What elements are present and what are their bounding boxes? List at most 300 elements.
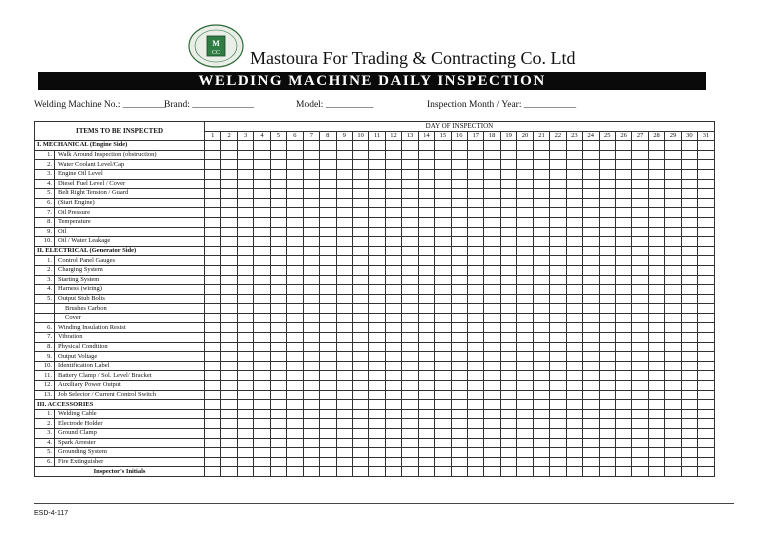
day-check-cell[interactable] xyxy=(615,150,631,160)
day-check-cell[interactable] xyxy=(615,429,631,439)
day-check-cell[interactable] xyxy=(369,237,385,247)
day-check-cell[interactable] xyxy=(599,381,615,391)
day-check-cell[interactable] xyxy=(550,265,566,275)
day-check-cell[interactable] xyxy=(369,246,385,256)
day-check-cell[interactable] xyxy=(418,237,434,247)
day-check-cell[interactable] xyxy=(320,390,336,400)
day-check-cell[interactable] xyxy=(221,429,237,439)
day-check-cell[interactable] xyxy=(550,189,566,199)
day-check-cell[interactable] xyxy=(287,323,303,333)
day-check-cell[interactable] xyxy=(468,333,484,343)
day-check-cell[interactable] xyxy=(517,227,533,237)
day-check-cell[interactable] xyxy=(550,323,566,333)
day-check-cell[interactable] xyxy=(681,342,697,352)
day-check-cell[interactable] xyxy=(615,361,631,371)
day-check-cell[interactable] xyxy=(205,179,221,189)
day-check-cell[interactable] xyxy=(352,217,368,227)
day-check-cell[interactable] xyxy=(303,141,319,151)
day-check-cell[interactable] xyxy=(352,313,368,323)
day-check-cell[interactable] xyxy=(303,150,319,160)
day-check-cell[interactable] xyxy=(500,419,516,429)
day-check-cell[interactable] xyxy=(303,371,319,381)
day-check-cell[interactable] xyxy=(320,198,336,208)
day-check-cell[interactable] xyxy=(418,333,434,343)
model-field[interactable]: Model: __________ xyxy=(296,100,374,110)
day-check-cell[interactable] xyxy=(615,342,631,352)
day-check-cell[interactable] xyxy=(303,246,319,256)
day-check-cell[interactable] xyxy=(303,179,319,189)
day-check-cell[interactable] xyxy=(648,285,664,295)
day-check-cell[interactable] xyxy=(648,237,664,247)
day-check-cell[interactable] xyxy=(369,381,385,391)
day-check-cell[interactable] xyxy=(500,141,516,151)
day-check-cell[interactable] xyxy=(320,400,336,410)
day-check-cell[interactable] xyxy=(418,150,434,160)
day-check-cell[interactable] xyxy=(468,217,484,227)
day-check-cell[interactable] xyxy=(632,313,648,323)
day-check-cell[interactable] xyxy=(221,438,237,448)
day-check-cell[interactable] xyxy=(418,217,434,227)
day-check-cell[interactable] xyxy=(566,237,582,247)
day-check-cell[interactable] xyxy=(632,323,648,333)
day-check-cell[interactable] xyxy=(550,390,566,400)
day-check-cell[interactable] xyxy=(665,256,681,266)
day-check-cell[interactable] xyxy=(615,409,631,419)
day-check-cell[interactable] xyxy=(237,333,253,343)
day-check-cell[interactable] xyxy=(665,342,681,352)
day-check-cell[interactable] xyxy=(698,313,715,323)
day-check-cell[interactable] xyxy=(665,467,681,477)
day-check-cell[interactable] xyxy=(615,275,631,285)
day-check-cell[interactable] xyxy=(320,342,336,352)
day-check-cell[interactable] xyxy=(418,400,434,410)
day-check-cell[interactable] xyxy=(599,409,615,419)
day-check-cell[interactable] xyxy=(435,304,451,314)
day-check-cell[interactable] xyxy=(468,352,484,362)
day-check-cell[interactable] xyxy=(303,361,319,371)
day-check-cell[interactable] xyxy=(681,409,697,419)
day-check-cell[interactable] xyxy=(402,141,418,151)
day-check-cell[interactable] xyxy=(402,390,418,400)
day-check-cell[interactable] xyxy=(287,448,303,458)
day-check-cell[interactable] xyxy=(484,189,500,199)
day-check-cell[interactable] xyxy=(550,208,566,218)
day-check-cell[interactable] xyxy=(517,467,533,477)
day-check-cell[interactable] xyxy=(484,467,500,477)
day-check-cell[interactable] xyxy=(221,448,237,458)
day-check-cell[interactable] xyxy=(303,198,319,208)
day-check-cell[interactable] xyxy=(533,381,549,391)
day-check-cell[interactable] xyxy=(533,141,549,151)
day-check-cell[interactable] xyxy=(270,352,286,362)
day-check-cell[interactable] xyxy=(352,265,368,275)
day-check-cell[interactable] xyxy=(583,256,599,266)
brand-field[interactable]: Brand: _____________ xyxy=(164,100,254,110)
day-check-cell[interactable] xyxy=(517,323,533,333)
day-check-cell[interactable] xyxy=(500,429,516,439)
day-check-cell[interactable] xyxy=(237,419,253,429)
day-check-cell[interactable] xyxy=(270,333,286,343)
day-check-cell[interactable] xyxy=(517,208,533,218)
day-check-cell[interactable] xyxy=(698,265,715,275)
day-check-cell[interactable] xyxy=(648,371,664,381)
day-check-cell[interactable] xyxy=(270,275,286,285)
day-check-cell[interactable] xyxy=(352,189,368,199)
day-check-cell[interactable] xyxy=(287,227,303,237)
day-check-cell[interactable] xyxy=(517,256,533,266)
day-check-cell[interactable] xyxy=(632,169,648,179)
day-check-cell[interactable] xyxy=(336,275,352,285)
day-check-cell[interactable] xyxy=(402,169,418,179)
day-check-cell[interactable] xyxy=(320,141,336,151)
day-check-cell[interactable] xyxy=(468,246,484,256)
day-check-cell[interactable] xyxy=(221,179,237,189)
day-check-cell[interactable] xyxy=(205,390,221,400)
day-check-cell[interactable] xyxy=(303,390,319,400)
day-check-cell[interactable] xyxy=(583,381,599,391)
day-check-cell[interactable] xyxy=(237,160,253,170)
day-check-cell[interactable] xyxy=(270,169,286,179)
day-check-cell[interactable] xyxy=(599,141,615,151)
day-check-cell[interactable] xyxy=(254,333,270,343)
day-check-cell[interactable] xyxy=(566,285,582,295)
day-check-cell[interactable] xyxy=(205,217,221,227)
day-check-cell[interactable] xyxy=(681,361,697,371)
day-check-cell[interactable] xyxy=(287,390,303,400)
day-check-cell[interactable] xyxy=(665,169,681,179)
day-check-cell[interactable] xyxy=(237,457,253,467)
day-check-cell[interactable] xyxy=(665,160,681,170)
day-check-cell[interactable] xyxy=(681,285,697,295)
day-check-cell[interactable] xyxy=(352,438,368,448)
day-check-cell[interactable] xyxy=(221,275,237,285)
day-check-cell[interactable] xyxy=(583,275,599,285)
day-check-cell[interactable] xyxy=(451,448,467,458)
day-check-cell[interactable] xyxy=(468,400,484,410)
day-check-cell[interactable] xyxy=(385,208,401,218)
day-check-cell[interactable] xyxy=(517,217,533,227)
day-check-cell[interactable] xyxy=(451,429,467,439)
day-check-cell[interactable] xyxy=(484,457,500,467)
day-check-cell[interactable] xyxy=(500,246,516,256)
day-check-cell[interactable] xyxy=(599,208,615,218)
day-check-cell[interactable] xyxy=(205,189,221,199)
day-check-cell[interactable] xyxy=(533,217,549,227)
day-check-cell[interactable] xyxy=(352,198,368,208)
day-check-cell[interactable] xyxy=(468,227,484,237)
day-check-cell[interactable] xyxy=(484,169,500,179)
day-check-cell[interactable] xyxy=(254,304,270,314)
day-check-cell[interactable] xyxy=(468,265,484,275)
day-check-cell[interactable] xyxy=(287,246,303,256)
day-check-cell[interactable] xyxy=(221,256,237,266)
day-check-cell[interactable] xyxy=(632,390,648,400)
day-check-cell[interactable] xyxy=(254,467,270,477)
day-check-cell[interactable] xyxy=(550,313,566,323)
day-check-cell[interactable] xyxy=(270,429,286,439)
day-check-cell[interactable] xyxy=(402,352,418,362)
day-check-cell[interactable] xyxy=(517,342,533,352)
day-check-cell[interactable] xyxy=(632,409,648,419)
day-check-cell[interactable] xyxy=(303,217,319,227)
day-check-cell[interactable] xyxy=(320,361,336,371)
day-check-cell[interactable] xyxy=(451,256,467,266)
day-check-cell[interactable] xyxy=(237,246,253,256)
day-check-cell[interactable] xyxy=(698,323,715,333)
day-check-cell[interactable] xyxy=(254,323,270,333)
day-check-cell[interactable] xyxy=(385,217,401,227)
day-check-cell[interactable] xyxy=(336,150,352,160)
day-check-cell[interactable] xyxy=(681,371,697,381)
day-check-cell[interactable] xyxy=(500,333,516,343)
day-check-cell[interactable] xyxy=(500,179,516,189)
day-check-cell[interactable] xyxy=(484,150,500,160)
day-check-cell[interactable] xyxy=(599,294,615,304)
day-check-cell[interactable] xyxy=(500,275,516,285)
day-check-cell[interactable] xyxy=(205,208,221,218)
day-check-cell[interactable] xyxy=(254,457,270,467)
day-check-cell[interactable] xyxy=(221,352,237,362)
day-check-cell[interactable] xyxy=(402,381,418,391)
day-check-cell[interactable] xyxy=(402,342,418,352)
day-check-cell[interactable] xyxy=(484,381,500,391)
day-check-cell[interactable] xyxy=(533,429,549,439)
day-check-cell[interactable] xyxy=(369,198,385,208)
day-check-cell[interactable] xyxy=(435,141,451,151)
day-check-cell[interactable] xyxy=(533,237,549,247)
day-check-cell[interactable] xyxy=(451,227,467,237)
day-check-cell[interactable] xyxy=(418,313,434,323)
day-check-cell[interactable] xyxy=(369,371,385,381)
day-check-cell[interactable] xyxy=(451,352,467,362)
day-check-cell[interactable] xyxy=(500,467,516,477)
day-check-cell[interactable] xyxy=(698,285,715,295)
day-check-cell[interactable] xyxy=(418,304,434,314)
day-check-cell[interactable] xyxy=(665,409,681,419)
day-check-cell[interactable] xyxy=(517,457,533,467)
day-check-cell[interactable] xyxy=(665,419,681,429)
day-check-cell[interactable] xyxy=(665,361,681,371)
day-check-cell[interactable] xyxy=(550,275,566,285)
day-check-cell[interactable] xyxy=(336,237,352,247)
day-check-cell[interactable] xyxy=(566,304,582,314)
day-check-cell[interactable] xyxy=(369,457,385,467)
day-check-cell[interactable] xyxy=(665,400,681,410)
day-check-cell[interactable] xyxy=(599,256,615,266)
day-check-cell[interactable] xyxy=(385,189,401,199)
day-check-cell[interactable] xyxy=(369,400,385,410)
day-check-cell[interactable] xyxy=(599,457,615,467)
day-check-cell[interactable] xyxy=(237,361,253,371)
day-check-cell[interactable] xyxy=(451,141,467,151)
day-check-cell[interactable] xyxy=(500,381,516,391)
day-check-cell[interactable] xyxy=(533,227,549,237)
day-check-cell[interactable] xyxy=(402,400,418,410)
day-check-cell[interactable] xyxy=(566,333,582,343)
day-check-cell[interactable] xyxy=(205,198,221,208)
day-check-cell[interactable] xyxy=(698,390,715,400)
day-check-cell[interactable] xyxy=(599,323,615,333)
day-check-cell[interactable] xyxy=(402,429,418,439)
day-check-cell[interactable] xyxy=(615,179,631,189)
day-check-cell[interactable] xyxy=(500,160,516,170)
day-check-cell[interactable] xyxy=(500,265,516,275)
day-check-cell[interactable] xyxy=(665,285,681,295)
machine-no-field[interactable]: Welding Machine No.: _________ xyxy=(34,100,166,110)
day-check-cell[interactable] xyxy=(533,390,549,400)
day-check-cell[interactable] xyxy=(205,160,221,170)
day-check-cell[interactable] xyxy=(648,467,664,477)
day-check-cell[interactable] xyxy=(303,419,319,429)
day-check-cell[interactable] xyxy=(517,246,533,256)
day-check-cell[interactable] xyxy=(451,217,467,227)
day-check-cell[interactable] xyxy=(369,429,385,439)
day-check-cell[interactable] xyxy=(435,381,451,391)
day-check-cell[interactable] xyxy=(336,256,352,266)
day-check-cell[interactable] xyxy=(385,160,401,170)
day-check-cell[interactable] xyxy=(566,400,582,410)
day-check-cell[interactable] xyxy=(418,457,434,467)
day-check-cell[interactable] xyxy=(237,141,253,151)
day-check-cell[interactable] xyxy=(517,381,533,391)
day-check-cell[interactable] xyxy=(533,313,549,323)
day-check-cell[interactable] xyxy=(435,179,451,189)
day-check-cell[interactable] xyxy=(270,381,286,391)
day-check-cell[interactable] xyxy=(517,189,533,199)
day-check-cell[interactable] xyxy=(665,390,681,400)
day-check-cell[interactable] xyxy=(418,438,434,448)
day-check-cell[interactable] xyxy=(221,150,237,160)
day-check-cell[interactable] xyxy=(599,429,615,439)
day-check-cell[interactable] xyxy=(698,333,715,343)
day-check-cell[interactable] xyxy=(385,438,401,448)
day-check-cell[interactable] xyxy=(205,333,221,343)
day-check-cell[interactable] xyxy=(435,246,451,256)
day-check-cell[interactable] xyxy=(599,189,615,199)
day-check-cell[interactable] xyxy=(566,361,582,371)
day-check-cell[interactable] xyxy=(237,179,253,189)
day-check-cell[interactable] xyxy=(270,409,286,419)
day-check-cell[interactable] xyxy=(352,381,368,391)
day-check-cell[interactable] xyxy=(599,169,615,179)
day-check-cell[interactable] xyxy=(336,265,352,275)
day-check-cell[interactable] xyxy=(681,179,697,189)
day-check-cell[interactable] xyxy=(369,352,385,362)
day-check-cell[interactable] xyxy=(336,285,352,295)
day-check-cell[interactable] xyxy=(352,179,368,189)
day-check-cell[interactable] xyxy=(205,361,221,371)
day-check-cell[interactable] xyxy=(550,227,566,237)
day-check-cell[interactable] xyxy=(205,285,221,295)
day-check-cell[interactable] xyxy=(698,448,715,458)
day-check-cell[interactable] xyxy=(369,467,385,477)
day-check-cell[interactable] xyxy=(484,285,500,295)
day-check-cell[interactable] xyxy=(287,256,303,266)
day-check-cell[interactable] xyxy=(583,429,599,439)
day-check-cell[interactable] xyxy=(615,141,631,151)
day-check-cell[interactable] xyxy=(681,333,697,343)
day-check-cell[interactable] xyxy=(435,294,451,304)
day-check-cell[interactable] xyxy=(205,150,221,160)
day-check-cell[interactable] xyxy=(402,208,418,218)
day-check-cell[interactable] xyxy=(435,198,451,208)
day-check-cell[interactable] xyxy=(533,294,549,304)
day-check-cell[interactable] xyxy=(681,304,697,314)
day-check-cell[interactable] xyxy=(632,371,648,381)
day-check-cell[interactable] xyxy=(352,342,368,352)
day-check-cell[interactable] xyxy=(468,150,484,160)
day-check-cell[interactable] xyxy=(517,304,533,314)
day-check-cell[interactable] xyxy=(550,169,566,179)
day-check-cell[interactable] xyxy=(385,371,401,381)
day-check-cell[interactable] xyxy=(468,285,484,295)
day-check-cell[interactable] xyxy=(681,160,697,170)
day-check-cell[interactable] xyxy=(698,352,715,362)
day-check-cell[interactable] xyxy=(681,438,697,448)
day-check-cell[interactable] xyxy=(615,381,631,391)
day-check-cell[interactable] xyxy=(468,198,484,208)
day-check-cell[interactable] xyxy=(418,390,434,400)
day-check-cell[interactable] xyxy=(550,246,566,256)
day-check-cell[interactable] xyxy=(698,275,715,285)
day-check-cell[interactable] xyxy=(221,361,237,371)
day-check-cell[interactable] xyxy=(451,160,467,170)
day-check-cell[interactable] xyxy=(336,227,352,237)
day-check-cell[interactable] xyxy=(484,429,500,439)
day-check-cell[interactable] xyxy=(221,381,237,391)
day-check-cell[interactable] xyxy=(336,361,352,371)
day-check-cell[interactable] xyxy=(320,160,336,170)
day-check-cell[interactable] xyxy=(385,246,401,256)
day-check-cell[interactable] xyxy=(221,160,237,170)
day-check-cell[interactable] xyxy=(221,323,237,333)
day-check-cell[interactable] xyxy=(369,179,385,189)
day-check-cell[interactable] xyxy=(550,198,566,208)
day-check-cell[interactable] xyxy=(418,381,434,391)
day-check-cell[interactable] xyxy=(681,390,697,400)
day-check-cell[interactable] xyxy=(566,198,582,208)
day-check-cell[interactable] xyxy=(303,285,319,295)
day-check-cell[interactable] xyxy=(418,189,434,199)
day-check-cell[interactable] xyxy=(517,141,533,151)
day-check-cell[interactable] xyxy=(566,265,582,275)
day-check-cell[interactable] xyxy=(303,275,319,285)
day-check-cell[interactable] xyxy=(435,275,451,285)
day-check-cell[interactable] xyxy=(533,285,549,295)
day-check-cell[interactable] xyxy=(287,467,303,477)
day-check-cell[interactable] xyxy=(648,352,664,362)
day-check-cell[interactable] xyxy=(418,285,434,295)
day-check-cell[interactable] xyxy=(320,313,336,323)
day-check-cell[interactable] xyxy=(435,256,451,266)
day-check-cell[interactable] xyxy=(320,429,336,439)
day-check-cell[interactable] xyxy=(270,457,286,467)
day-check-cell[interactable] xyxy=(484,400,500,410)
day-check-cell[interactable] xyxy=(698,169,715,179)
day-check-cell[interactable] xyxy=(369,141,385,151)
day-check-cell[interactable] xyxy=(287,333,303,343)
day-check-cell[interactable] xyxy=(648,189,664,199)
day-check-cell[interactable] xyxy=(237,400,253,410)
day-check-cell[interactable] xyxy=(254,141,270,151)
day-check-cell[interactable] xyxy=(533,275,549,285)
day-check-cell[interactable] xyxy=(221,189,237,199)
day-check-cell[interactable] xyxy=(237,438,253,448)
day-check-cell[interactable] xyxy=(599,361,615,371)
day-check-cell[interactable] xyxy=(665,246,681,256)
day-check-cell[interactable] xyxy=(484,227,500,237)
day-check-cell[interactable] xyxy=(402,294,418,304)
